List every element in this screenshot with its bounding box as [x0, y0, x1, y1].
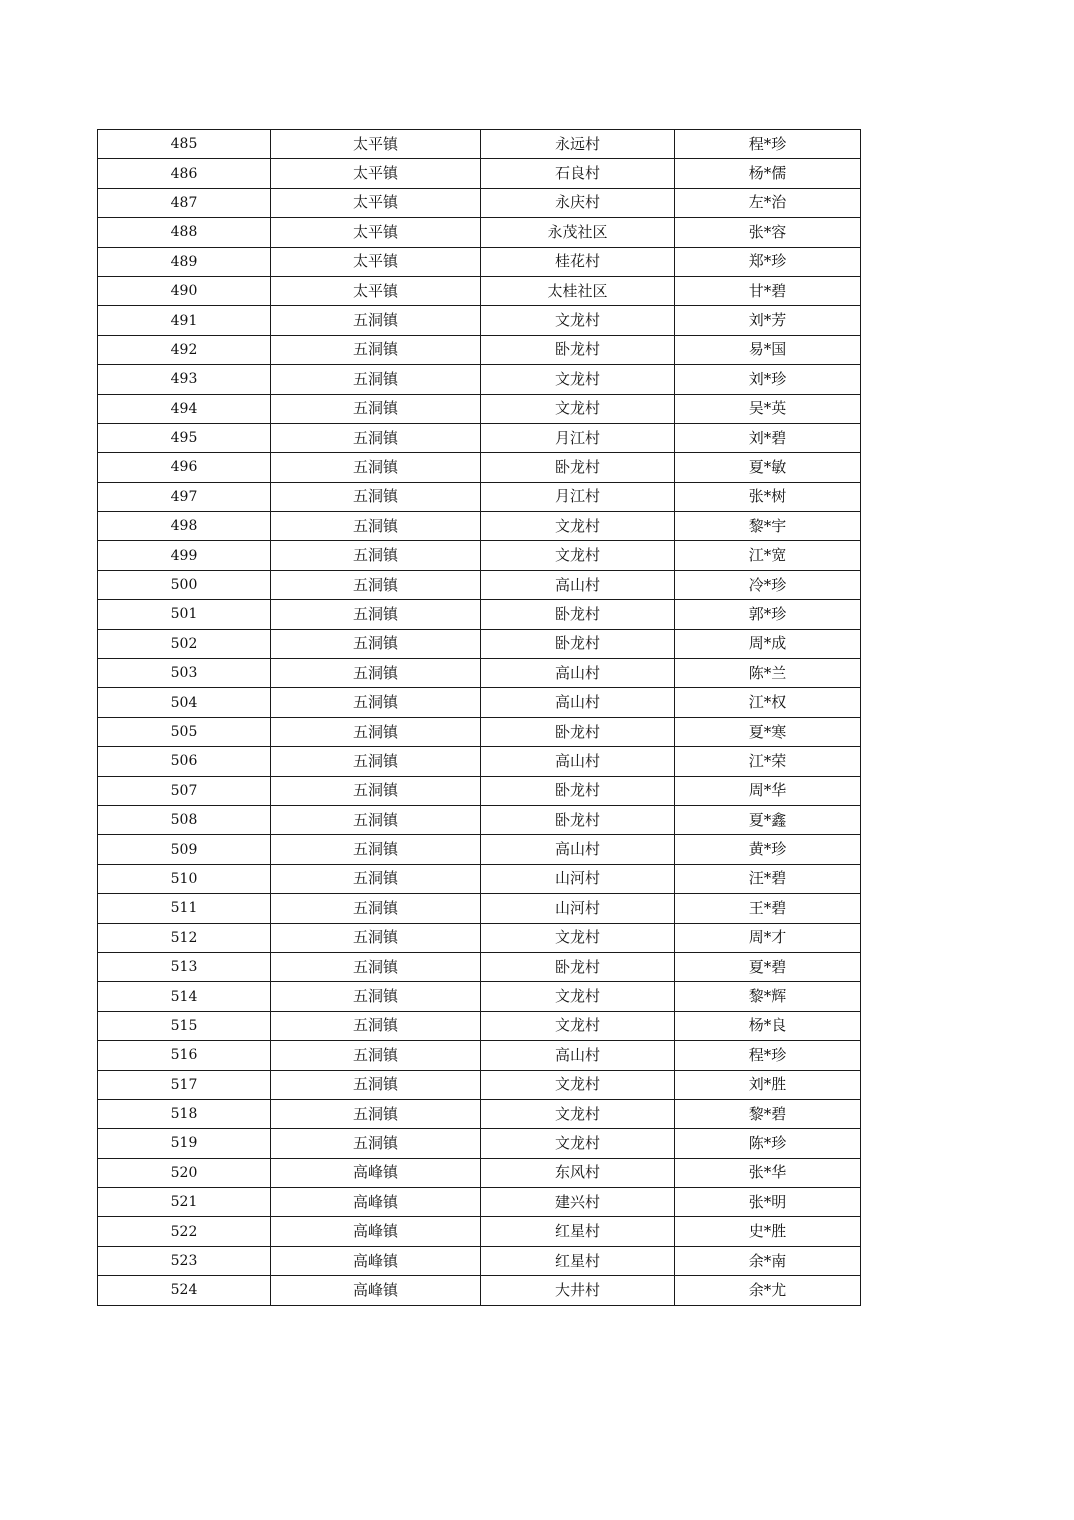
town-cell: 高峰镇 — [271, 1246, 481, 1275]
person-name-cell: 郑*珍 — [675, 247, 861, 276]
table-row — [98, 306, 861, 335]
row-number-cell: 489 — [98, 247, 271, 276]
village-cell: 文龙村 — [481, 1129, 675, 1158]
village-cell: 高山村 — [481, 659, 675, 688]
table-row — [98, 188, 861, 217]
person-name-cell: 冷*珍 — [675, 570, 861, 599]
town-cell: 五洞镇 — [271, 453, 481, 482]
row-number-cell: 496 — [98, 453, 271, 482]
person-name-cell: 易*国 — [675, 335, 861, 364]
town-cell: 五洞镇 — [271, 835, 481, 864]
person-name-cell: 左*治 — [675, 188, 861, 217]
person-name-cell: 刘*芳 — [675, 306, 861, 335]
row-number-cell: 502 — [98, 629, 271, 658]
row-number-cell: 507 — [98, 776, 271, 805]
person-name-cell: 陈*兰 — [675, 659, 861, 688]
table-row — [98, 541, 861, 570]
person-name-cell: 甘*碧 — [675, 276, 861, 305]
town-cell: 五洞镇 — [271, 365, 481, 394]
town-cell: 高峰镇 — [271, 1188, 481, 1217]
table-row — [98, 776, 861, 805]
table-row — [98, 218, 861, 247]
village-cell: 高山村 — [481, 688, 675, 717]
row-number-cell: 487 — [98, 188, 271, 217]
village-cell: 山河村 — [481, 864, 675, 893]
person-name-cell: 江*宽 — [675, 541, 861, 570]
person-name-cell: 吴*英 — [675, 394, 861, 423]
row-number-cell: 501 — [98, 600, 271, 629]
village-cell: 卧龙村 — [481, 600, 675, 629]
village-cell: 文龙村 — [481, 541, 675, 570]
row-number-cell: 485 — [98, 130, 271, 159]
town-cell: 高峰镇 — [271, 1276, 481, 1305]
table-row — [98, 1276, 861, 1305]
village-cell: 卧龙村 — [481, 717, 675, 746]
table-row — [98, 1129, 861, 1158]
person-name-cell: 黎*辉 — [675, 982, 861, 1011]
row-number-cell: 514 — [98, 982, 271, 1011]
person-name-cell: 黎*宇 — [675, 512, 861, 541]
town-cell: 五洞镇 — [271, 1070, 481, 1099]
row-number-cell: 486 — [98, 159, 271, 188]
town-cell: 五洞镇 — [271, 512, 481, 541]
row-number-cell: 517 — [98, 1070, 271, 1099]
town-cell: 五洞镇 — [271, 1099, 481, 1128]
table-row — [98, 600, 861, 629]
town-cell: 高峰镇 — [271, 1217, 481, 1246]
village-cell: 高山村 — [481, 747, 675, 776]
table-row — [98, 864, 861, 893]
village-cell: 永远村 — [481, 130, 675, 159]
person-name-cell: 程*珍 — [675, 130, 861, 159]
person-name-cell: 周*成 — [675, 629, 861, 658]
town-cell: 五洞镇 — [271, 894, 481, 923]
table-row — [98, 423, 861, 452]
village-cell: 文龙村 — [481, 1011, 675, 1040]
row-number-cell: 519 — [98, 1129, 271, 1158]
town-cell: 五洞镇 — [271, 306, 481, 335]
town-cell: 五洞镇 — [271, 1129, 481, 1158]
table-row — [98, 982, 861, 1011]
person-name-cell: 夏*鑫 — [675, 805, 861, 834]
person-name-cell: 杨*儒 — [675, 159, 861, 188]
person-name-cell: 周*华 — [675, 776, 861, 805]
village-cell: 红星村 — [481, 1217, 675, 1246]
village-cell: 红星村 — [481, 1246, 675, 1275]
village-cell: 卧龙村 — [481, 776, 675, 805]
village-cell: 高山村 — [481, 835, 675, 864]
table-row — [98, 894, 861, 923]
person-name-cell: 张*容 — [675, 218, 861, 247]
person-name-cell: 陈*珍 — [675, 1129, 861, 1158]
person-name-cell: 汪*碧 — [675, 864, 861, 893]
person-name-cell: 江*荣 — [675, 747, 861, 776]
village-cell: 永茂社区 — [481, 218, 675, 247]
village-cell: 卧龙村 — [481, 952, 675, 981]
village-cell: 文龙村 — [481, 1099, 675, 1128]
person-name-cell: 黎*碧 — [675, 1099, 861, 1128]
town-cell: 高峰镇 — [271, 1158, 481, 1187]
table-row — [98, 923, 861, 952]
roster-table — [97, 129, 861, 1306]
village-cell: 高山村 — [481, 1041, 675, 1070]
person-name-cell: 王*碧 — [675, 894, 861, 923]
town-cell: 五洞镇 — [271, 629, 481, 658]
row-number-cell: 504 — [98, 688, 271, 717]
village-cell: 月江村 — [481, 482, 675, 511]
village-cell: 高山村 — [481, 570, 675, 599]
roster-table-body — [98, 130, 861, 1306]
row-number-cell: 516 — [98, 1041, 271, 1070]
village-cell: 文龙村 — [481, 394, 675, 423]
row-number-cell: 493 — [98, 365, 271, 394]
town-cell: 五洞镇 — [271, 982, 481, 1011]
row-number-cell: 512 — [98, 923, 271, 952]
row-number-cell: 511 — [98, 894, 271, 923]
table-row — [98, 570, 861, 599]
table-row — [98, 1070, 861, 1099]
row-number-cell: 523 — [98, 1246, 271, 1275]
row-number-cell: 518 — [98, 1099, 271, 1128]
village-cell: 月江村 — [481, 423, 675, 452]
village-cell: 卧龙村 — [481, 805, 675, 834]
town-cell: 太平镇 — [271, 159, 481, 188]
town-cell: 太平镇 — [271, 247, 481, 276]
row-number-cell: 508 — [98, 805, 271, 834]
person-name-cell: 张*华 — [675, 1158, 861, 1187]
village-cell: 大井村 — [481, 1276, 675, 1305]
row-number-cell: 490 — [98, 276, 271, 305]
table-row — [98, 717, 861, 746]
village-cell: 卧龙村 — [481, 335, 675, 364]
town-cell: 五洞镇 — [271, 952, 481, 981]
table-row — [98, 335, 861, 364]
village-cell: 文龙村 — [481, 306, 675, 335]
row-number-cell: 500 — [98, 570, 271, 599]
table-row — [98, 1158, 861, 1187]
town-cell: 五洞镇 — [271, 659, 481, 688]
village-cell: 东风村 — [481, 1158, 675, 1187]
village-cell: 山河村 — [481, 894, 675, 923]
table-row — [98, 159, 861, 188]
person-name-cell: 余*南 — [675, 1246, 861, 1275]
table-row — [98, 482, 861, 511]
person-name-cell: 黄*珍 — [675, 835, 861, 864]
row-number-cell: 495 — [98, 423, 271, 452]
town-cell: 五洞镇 — [271, 688, 481, 717]
person-name-cell: 刘*珍 — [675, 365, 861, 394]
person-name-cell: 江*权 — [675, 688, 861, 717]
village-cell: 卧龙村 — [481, 629, 675, 658]
table-row — [98, 1217, 861, 1246]
person-name-cell: 张*明 — [675, 1188, 861, 1217]
town-cell: 五洞镇 — [271, 1041, 481, 1070]
person-name-cell: 郭*珍 — [675, 600, 861, 629]
row-number-cell: 520 — [98, 1158, 271, 1187]
village-cell: 太桂社区 — [481, 276, 675, 305]
table-row — [98, 835, 861, 864]
row-number-cell: 505 — [98, 717, 271, 746]
village-cell: 桂花村 — [481, 247, 675, 276]
row-number-cell: 503 — [98, 659, 271, 688]
table-row — [98, 1011, 861, 1040]
row-number-cell: 498 — [98, 512, 271, 541]
row-number-cell: 506 — [98, 747, 271, 776]
table-row — [98, 276, 861, 305]
table-row — [98, 952, 861, 981]
town-cell: 太平镇 — [271, 130, 481, 159]
row-number-cell: 522 — [98, 1217, 271, 1246]
table-row — [98, 453, 861, 482]
table-row — [98, 805, 861, 834]
table-row — [98, 659, 861, 688]
town-cell: 五洞镇 — [271, 717, 481, 746]
row-number-cell: 497 — [98, 482, 271, 511]
person-name-cell: 史*胜 — [675, 1217, 861, 1246]
table-row — [98, 1099, 861, 1128]
town-cell: 太平镇 — [271, 276, 481, 305]
town-cell: 五洞镇 — [271, 570, 481, 599]
row-number-cell: 492 — [98, 335, 271, 364]
town-cell: 五洞镇 — [271, 482, 481, 511]
town-cell: 太平镇 — [271, 218, 481, 247]
row-number-cell: 494 — [98, 394, 271, 423]
village-cell: 文龙村 — [481, 1070, 675, 1099]
row-number-cell: 509 — [98, 835, 271, 864]
row-number-cell: 513 — [98, 952, 271, 981]
row-number-cell: 515 — [98, 1011, 271, 1040]
table-row — [98, 130, 861, 159]
town-cell: 五洞镇 — [271, 923, 481, 952]
row-number-cell: 488 — [98, 218, 271, 247]
town-cell: 五洞镇 — [271, 423, 481, 452]
table-row — [98, 394, 861, 423]
table-row — [98, 365, 861, 394]
village-cell: 文龙村 — [481, 365, 675, 394]
village-cell: 永庆村 — [481, 188, 675, 217]
table-row — [98, 629, 861, 658]
table-row — [98, 1246, 861, 1275]
person-name-cell: 刘*碧 — [675, 423, 861, 452]
village-cell: 文龙村 — [481, 982, 675, 1011]
village-cell: 文龙村 — [481, 923, 675, 952]
person-name-cell: 程*珍 — [675, 1041, 861, 1070]
person-name-cell: 杨*良 — [675, 1011, 861, 1040]
table-row — [98, 512, 861, 541]
town-cell: 太平镇 — [271, 188, 481, 217]
row-number-cell: 499 — [98, 541, 271, 570]
town-cell: 五洞镇 — [271, 394, 481, 423]
person-name-cell: 余*尤 — [675, 1276, 861, 1305]
table-row — [98, 247, 861, 276]
person-name-cell: 夏*碧 — [675, 952, 861, 981]
town-cell: 五洞镇 — [271, 335, 481, 364]
town-cell: 五洞镇 — [271, 747, 481, 776]
table-row — [98, 1188, 861, 1217]
table-row — [98, 688, 861, 717]
row-number-cell: 521 — [98, 1188, 271, 1217]
table-row — [98, 1041, 861, 1070]
person-name-cell: 刘*胜 — [675, 1070, 861, 1099]
row-number-cell: 491 — [98, 306, 271, 335]
village-cell: 石良村 — [481, 159, 675, 188]
person-name-cell: 周*才 — [675, 923, 861, 952]
row-number-cell: 524 — [98, 1276, 271, 1305]
village-cell: 卧龙村 — [481, 453, 675, 482]
town-cell: 五洞镇 — [271, 776, 481, 805]
person-name-cell: 夏*寒 — [675, 717, 861, 746]
town-cell: 五洞镇 — [271, 1011, 481, 1040]
village-cell: 文龙村 — [481, 512, 675, 541]
village-cell: 建兴村 — [481, 1188, 675, 1217]
table-row — [98, 747, 861, 776]
person-name-cell: 张*树 — [675, 482, 861, 511]
town-cell: 五洞镇 — [271, 600, 481, 629]
town-cell: 五洞镇 — [271, 864, 481, 893]
town-cell: 五洞镇 — [271, 541, 481, 570]
town-cell: 五洞镇 — [271, 805, 481, 834]
row-number-cell: 510 — [98, 864, 271, 893]
person-name-cell: 夏*敏 — [675, 453, 861, 482]
